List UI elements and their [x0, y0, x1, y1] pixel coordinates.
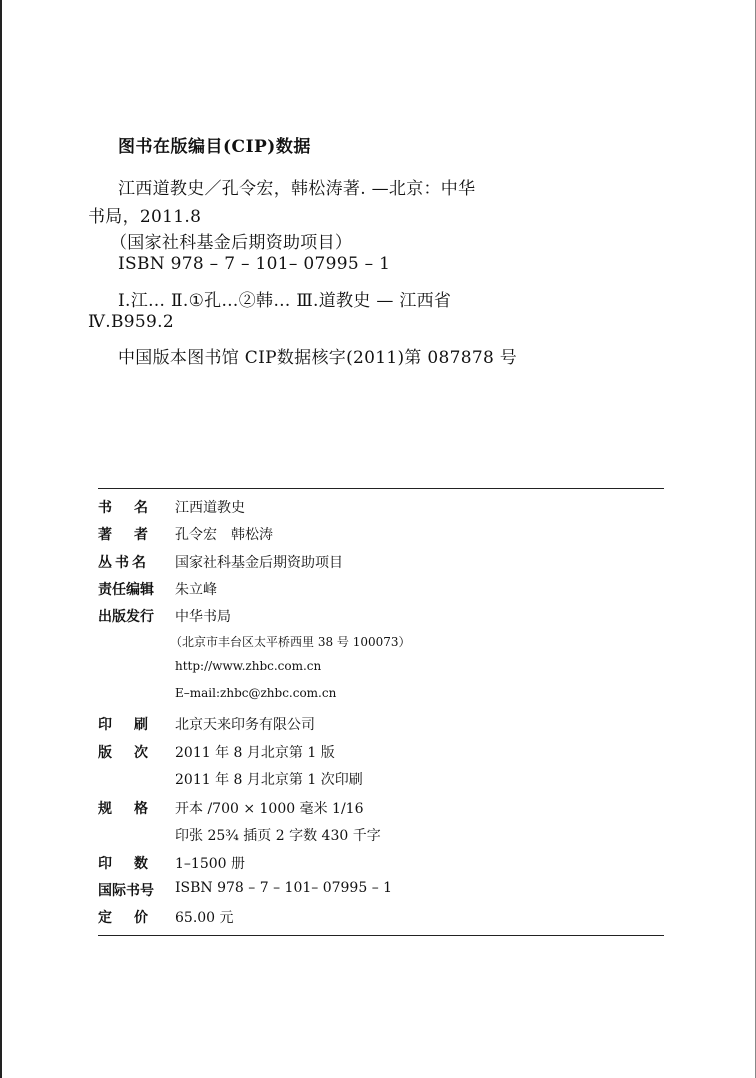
cip-line-isbn: ISBN 978 – 7 – 101– 07995 – 1 — [118, 254, 391, 274]
cip-line-series: （国家社科基金后期资助项目） — [110, 233, 353, 253]
cip-line-subject: Ⅰ.江… Ⅱ.①孔…②韩… Ⅲ.道教史 — 江西省 — [118, 291, 452, 311]
label-publisher: 出版发行 — [98, 609, 154, 625]
label-isbn: 国际书号 — [98, 883, 154, 899]
value-address: （北京市丰台区太平桥西里 38 号 100073） — [170, 635, 411, 649]
cip-line-classification: Ⅳ.B959.2 — [88, 312, 174, 332]
value-price: 65.00 元 — [175, 910, 234, 926]
cip-title: 图书在版编目(CIP)数据 — [118, 137, 311, 157]
value-isbn: ISBN 978 – 7 – 101– 07995 – 1 — [175, 880, 393, 896]
value-website: http://www.zhbc.com.cn — [175, 659, 322, 673]
label-printer: 印刷 — [98, 717, 170, 733]
label-price: 定价 — [98, 910, 170, 926]
cip-line-cip-number: 中国版本图书馆 CIP数据核字(2011)第 087878 号 — [118, 348, 518, 368]
label-editor: 责任编辑 — [98, 582, 154, 598]
label-print-run: 印数 — [98, 856, 170, 872]
bottom-rule — [98, 935, 664, 936]
page-left-edge — [0, 0, 2, 1078]
value-sheets: 印张 25¾ 插页 2 字数 430 千字 — [175, 828, 381, 844]
label-series: 丛书名 — [98, 555, 149, 571]
label-spec: 规格 — [98, 801, 170, 817]
value-editor: 朱立峰 — [175, 582, 217, 598]
value-series: 国家社科基金后期资助项目 — [175, 555, 343, 571]
cip-line-publisher-date: 书局，2011.8 — [88, 207, 202, 227]
value-print-run: 1–1500 册 — [175, 856, 245, 872]
cip-line-title-authors: 江西道教史／孔令宏，韩松涛著. —北京：中华 — [118, 179, 476, 199]
label-authors: 著者 — [98, 527, 170, 543]
value-format: 开本 /700 × 1000 毫米 1/16 — [175, 801, 364, 817]
value-publisher: 中华书局 — [175, 609, 231, 625]
value-email: E–mail:zhbc@zhbc.com.cn — [175, 686, 337, 700]
value-authors: 孔令宏 韩松涛 — [175, 527, 273, 543]
top-rule — [98, 488, 664, 489]
value-printer: 北京天来印务有限公司 — [175, 717, 315, 733]
value-edition: 2011 年 8 月北京第 1 版 — [175, 745, 335, 761]
label-edition: 版次 — [98, 745, 170, 761]
value-printing: 2011 年 8 月北京第 1 次印刷 — [175, 772, 363, 788]
label-book-title: 书名 — [98, 500, 170, 516]
value-book-title: 江西道教史 — [175, 500, 245, 516]
